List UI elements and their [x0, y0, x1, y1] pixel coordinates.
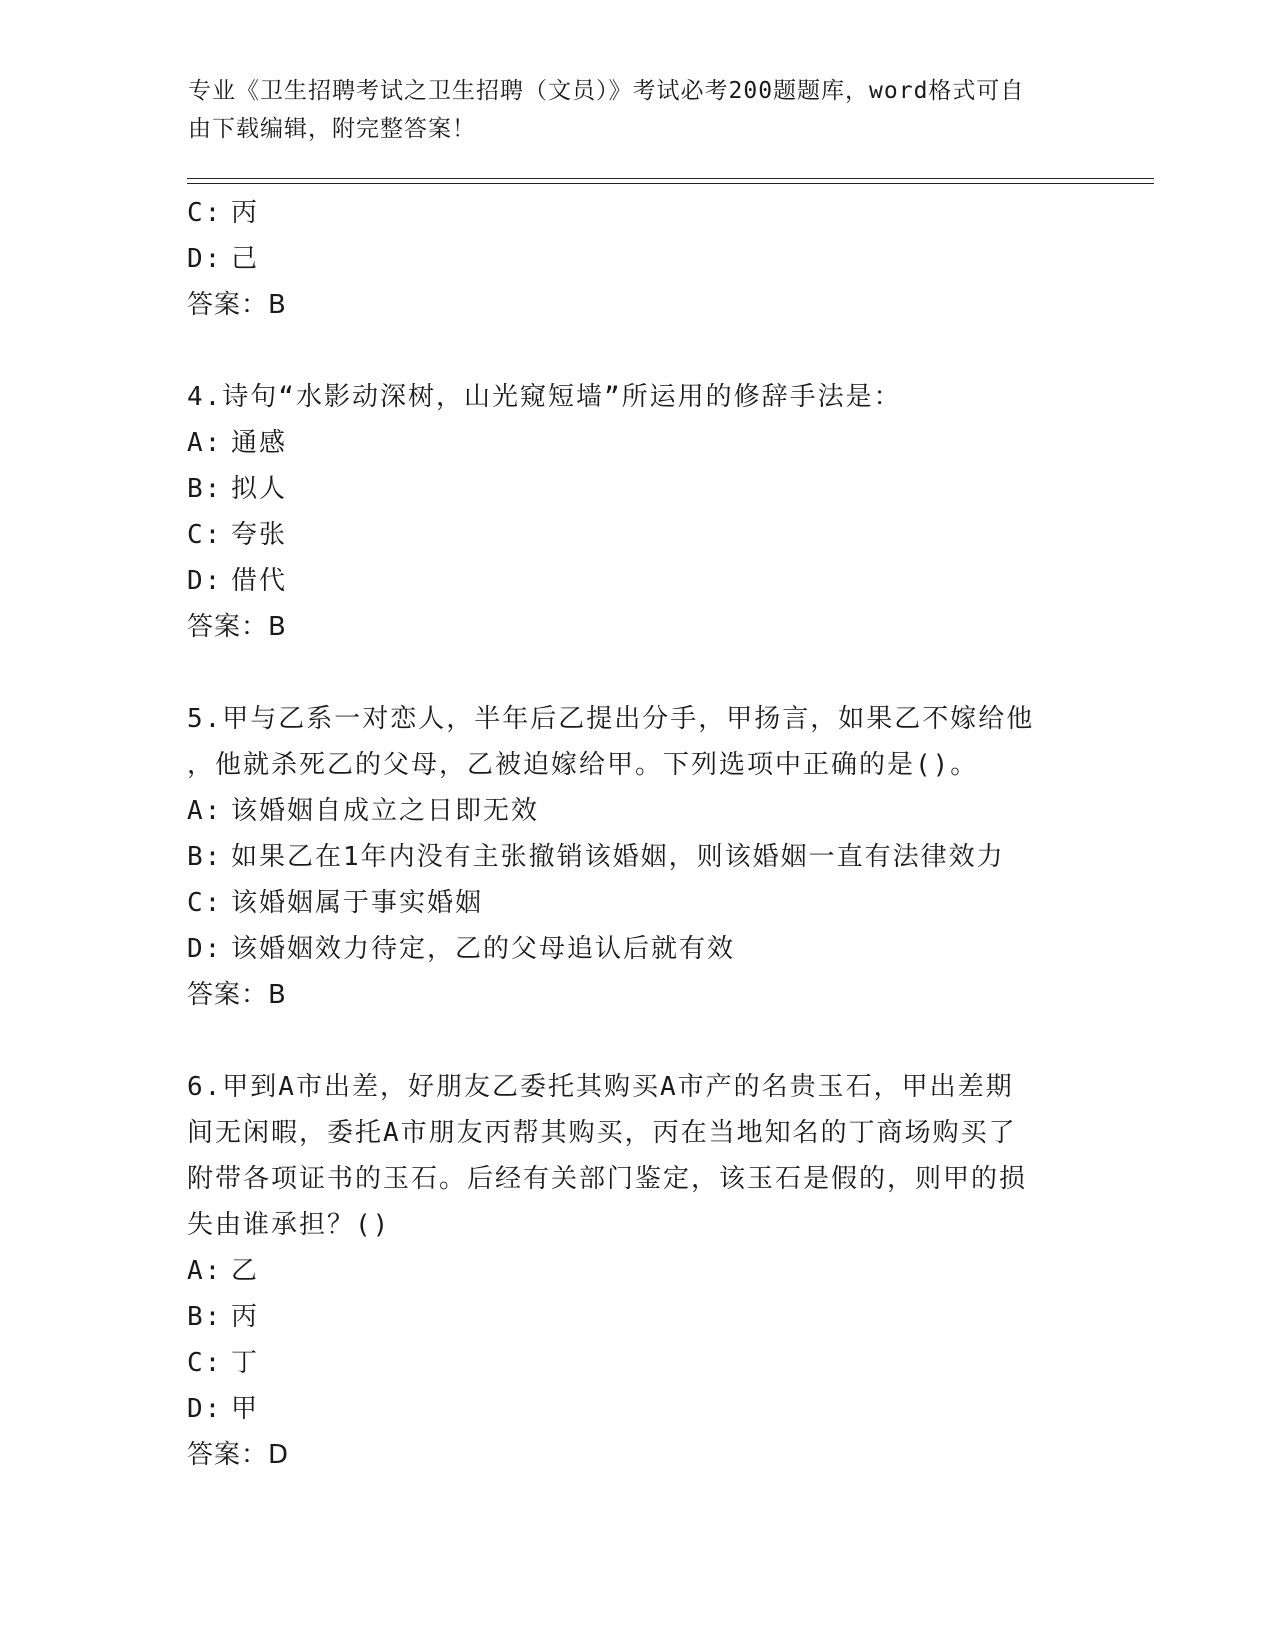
spacer: [187, 328, 1067, 374]
question-stem: 5.甲与乙系一对恋人，半年后乙提出分手，甲扬言，如果乙不嫁给他: [187, 704, 1035, 734]
option-text: 己: [231, 244, 260, 274]
header-divider-bottom: [187, 183, 1154, 184]
option-label: A:: [187, 1256, 223, 1286]
option-label: B:: [187, 474, 223, 504]
option-label: B:: [187, 842, 223, 872]
option-c: [187, 512, 1067, 558]
document-header: [188, 72, 1068, 148]
header-line-1: 专业《卫生招聘考试之卫生招聘（文员）》考试必考200题题库，word格式可自: [188, 78, 1025, 104]
header-line-2: 由下载编辑，附完整答案！: [188, 116, 476, 142]
option-d: [187, 236, 1067, 282]
option-label: C:: [187, 888, 223, 918]
option-text: 该婚姻属于事实婚姻: [231, 888, 484, 918]
option-label: A:: [187, 796, 223, 826]
option-b: [187, 1294, 1067, 1340]
option-text: 甲: [231, 1394, 260, 1424]
option-text: 乙: [231, 1256, 260, 1286]
option-b: [187, 466, 1067, 512]
option-label: A:: [187, 428, 223, 458]
question-6: [187, 1064, 1067, 1478]
option-c: [187, 880, 1067, 926]
option-text: 该婚姻效力待定，乙的父母追认后就有效: [231, 934, 736, 964]
question-stem: 4.诗句“水影动深树，山光窥短墙”所运用的修辞手法是：: [187, 382, 902, 412]
option-text: 夸张: [231, 520, 288, 550]
question-stem: 附带各项证书的玉石。后经有关部门鉴定，该玉石是假的，则甲的损: [187, 1164, 1028, 1194]
question-stem: 6.甲到A市出差，好朋友乙委托其购买A市产的名贵玉石，甲出差期: [187, 1072, 1014, 1102]
option-a: [187, 788, 1067, 834]
option-text: 丙: [231, 198, 260, 228]
option-d: [187, 926, 1067, 972]
option-label: C:: [187, 198, 223, 228]
header-divider-top: [187, 178, 1154, 179]
option-a: [187, 1248, 1067, 1294]
spacer: [187, 1018, 1067, 1064]
option-b: [187, 834, 1067, 880]
option-a: [187, 420, 1067, 466]
answer-line: 答案：B: [187, 290, 287, 320]
question-stem: 间无闲暇，委托A市朋友丙帮其购买，丙在当地知名的丁商场购买了: [187, 1118, 1017, 1148]
answer-line: 答案：B: [187, 980, 287, 1010]
option-d: [187, 1386, 1067, 1432]
question-stem: ，他就杀死乙的父母，乙被迫嫁给甲。下列选项中正确的是()。: [187, 750, 979, 780]
option-label: D:: [187, 934, 223, 964]
option-c: [187, 190, 1067, 236]
option-d: [187, 558, 1067, 604]
option-text: 丙: [231, 1302, 260, 1332]
option-text: 该婚姻自成立之日即无效: [231, 796, 540, 826]
question-stem: 失由谁承担？(): [187, 1210, 391, 1240]
spacer: [187, 650, 1067, 696]
question-3-tail: [187, 190, 1067, 328]
option-label: C:: [187, 1348, 223, 1378]
option-label: D:: [187, 566, 223, 596]
option-text: 通感: [231, 428, 288, 458]
question-list: [187, 190, 1067, 1478]
option-text: 丁: [231, 1348, 260, 1378]
answer-line: 答案：B: [187, 612, 287, 642]
option-label: C:: [187, 520, 223, 550]
option-text: 借代: [231, 566, 288, 596]
option-label: B:: [187, 1302, 223, 1332]
question-4: [187, 374, 1067, 650]
option-text: 拟人: [231, 474, 288, 504]
option-label: D:: [187, 1394, 223, 1424]
answer-line: 答案：D: [187, 1440, 290, 1470]
option-label: D:: [187, 244, 223, 274]
option-text: 如果乙在1年内没有主张撤销该婚姻，则该婚姻一直有法律效力: [231, 842, 1005, 872]
question-5: [187, 696, 1067, 1018]
option-c: [187, 1340, 1067, 1386]
